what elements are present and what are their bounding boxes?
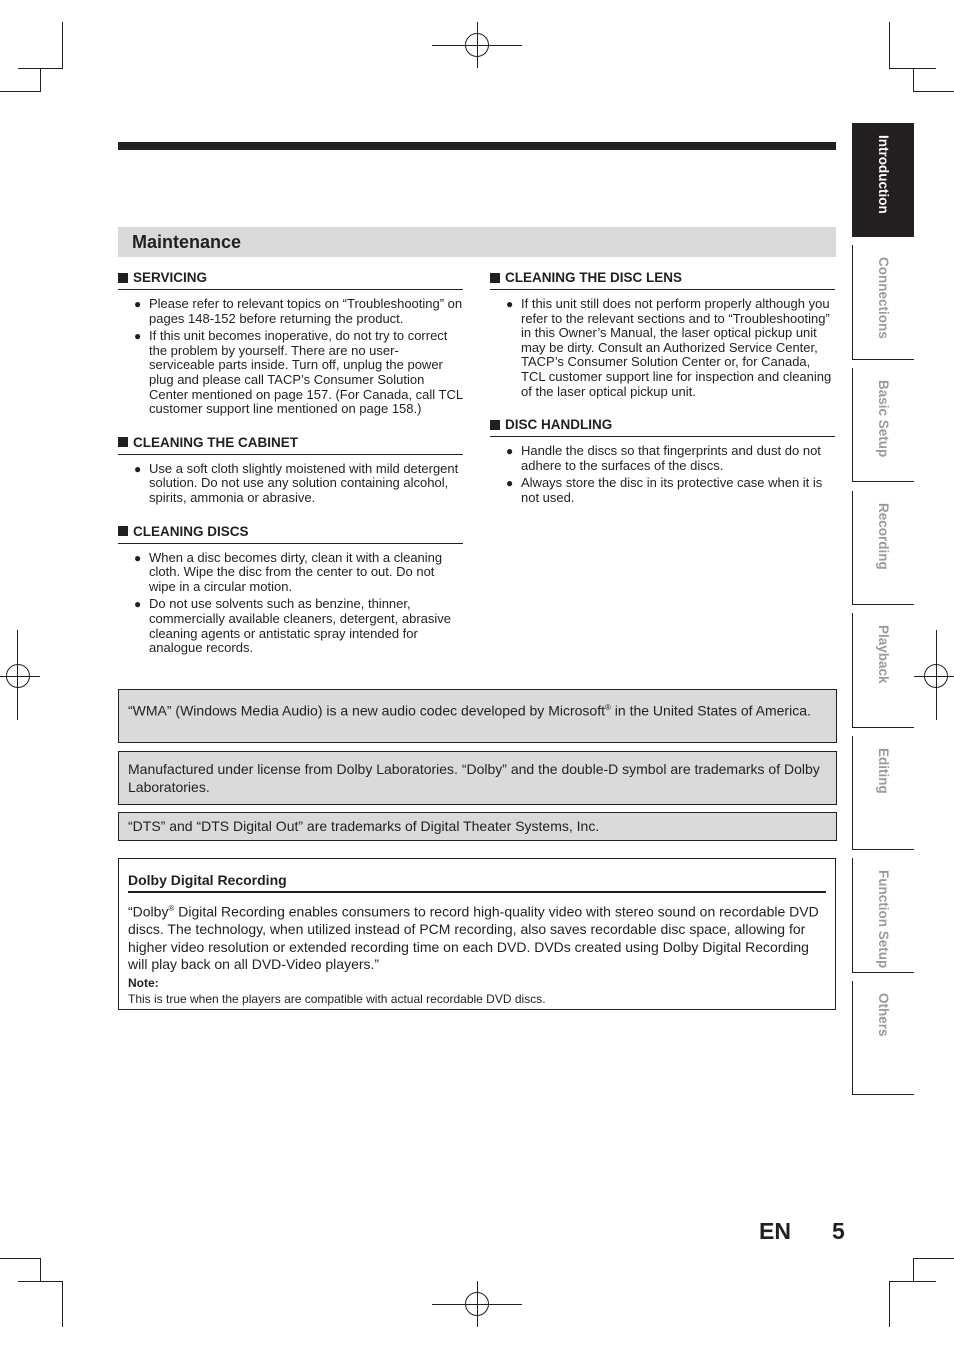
note-label: Note: bbox=[128, 975, 159, 990]
crop-mark bbox=[889, 22, 890, 68]
bullet-item: ● When a disc becomes dirty, clean it with a cleaning cloth. Wipe the disc from the center to out. Do not wipe in a circular motion. bbox=[118, 551, 463, 595]
subheading: CLEANING DISCS bbox=[118, 524, 463, 544]
tab-recording[interactable]: Recording bbox=[852, 491, 914, 605]
dolby-recording-box bbox=[118, 858, 836, 1010]
subheading: SERVICING bbox=[118, 270, 463, 290]
bullet-item: ● Do not use solvents such as benzine, thinner, commercially available cleaners, detergent, abrasive cleaning agents or antistatic spray intended for analogue records. bbox=[118, 597, 463, 655]
dolby-notice: Manufactured under license from Dolby Laboratories. “Dolby” and the double-D symbol are trademarks of Dolby Laboratories. bbox=[118, 751, 837, 805]
crop-mark bbox=[913, 1258, 914, 1282]
square-bullet-icon bbox=[490, 420, 500, 430]
page-number: 5 bbox=[832, 1218, 845, 1244]
language-code: EN bbox=[759, 1218, 791, 1244]
bullet-item: ● Please refer to relevant topics on “Troubleshooting” on pages 148-152 before returning the product. bbox=[118, 297, 463, 326]
crop-mark bbox=[0, 1258, 41, 1259]
servicing-block bbox=[118, 270, 463, 417]
crop-mark bbox=[913, 91, 954, 92]
registration-mark bbox=[6, 664, 30, 688]
cleaning-cabinet-block bbox=[118, 435, 463, 506]
tab-function-setup[interactable]: Function Setup bbox=[852, 858, 914, 973]
wma-notice: “WMA” (Windows Media Audio) is a new audio codec developed by Microsoft® in the United States of America. bbox=[118, 689, 837, 743]
square-bullet-icon bbox=[118, 273, 128, 283]
crop-mark bbox=[62, 1281, 63, 1327]
crop-mark bbox=[40, 68, 41, 92]
bullet-item: ● If this unit becomes inoperative, do not try to correct the problem by yourself. There are no user-serviceable parts inside. Turn off, unplug the power plug and please call TACP’s Consumer Solution Center mentioned on page 157. (For Canada, call TCL customer support line mentioned on page 158.) bbox=[118, 329, 463, 417]
crop-mark bbox=[913, 1258, 954, 1259]
tab-others[interactable]: Others bbox=[852, 981, 914, 1095]
left-column bbox=[118, 270, 463, 674]
tab-introduction[interactable]: Introduction bbox=[852, 123, 914, 237]
dolby-recording-body: “Dolby® Digital Recording enables consumers to record high-quality video with stereo sound on recordable DVD discs. The technology, when utilized instead of PCM recording, also saves recordable disc space, allowing for higher video resolution or extended recording time on each DVD. DVDs created using Dolby Digital Recording will play back on all DVD-Video players.” bbox=[128, 903, 819, 973]
bullet-item: ● Use a soft cloth slightly moistened with mild detergent solution. Do not use any solution containing alcohol, spirits, ammonia or abrasive. bbox=[118, 462, 463, 506]
bullet-item: ● Always store the disc in its protective case when it is not used. bbox=[490, 476, 835, 505]
disc-handling-block bbox=[490, 417, 835, 505]
tab-editing[interactable]: Editing bbox=[852, 736, 914, 850]
bullet-item: ● If this unit still does not perform properly although you refer to the relevant sections and to “Troubleshooting” in this Owner’s Manual, the laser optical pickup unit may be dirty. Consult an Authorized Service Center, TACP’s Consumer Solution Center or, for Canada, TCL customer support line for inspection and cleaning of the laser optical pickup unit. bbox=[490, 297, 835, 399]
subheading: DISC HANDLING bbox=[490, 417, 835, 437]
registration-mark bbox=[465, 1292, 489, 1316]
note-text: This is true when the players are compatible with actual recordable DVD discs. bbox=[128, 991, 546, 1006]
crop-mark bbox=[0, 91, 41, 92]
cleaning-discs-block bbox=[118, 524, 463, 656]
header-rule bbox=[118, 142, 836, 150]
cleaning-lens-block bbox=[490, 270, 835, 399]
right-column bbox=[490, 270, 835, 524]
dts-notice: “DTS” and “DTS Digital Out” are trademarks of Digital Theater Systems, Inc. bbox=[118, 812, 837, 841]
registration-mark bbox=[465, 33, 489, 57]
tab-basic-setup[interactable]: Basic Setup bbox=[852, 368, 914, 482]
bullet-item: ● Handle the discs so that fingerprints and dust do not adhere to the surfaces of the discs. bbox=[490, 444, 835, 473]
dolby-recording-title: Dolby Digital Recording bbox=[128, 872, 826, 893]
crop-mark bbox=[913, 68, 914, 92]
square-bullet-icon bbox=[118, 526, 128, 536]
crop-mark bbox=[889, 1281, 936, 1282]
crop-mark bbox=[889, 1281, 890, 1327]
crop-mark bbox=[62, 22, 63, 68]
subheading: CLEANING THE CABINET bbox=[118, 435, 463, 455]
subheading: CLEANING THE DISC LENS bbox=[490, 270, 835, 290]
registration-mark bbox=[924, 664, 948, 688]
section-title: Maintenance bbox=[118, 227, 836, 257]
square-bullet-icon bbox=[118, 437, 128, 447]
tab-connections[interactable]: Connections bbox=[852, 245, 914, 360]
tab-playback[interactable]: Playback bbox=[852, 613, 914, 728]
crop-mark bbox=[40, 1258, 41, 1282]
square-bullet-icon bbox=[490, 273, 500, 283]
crop-mark bbox=[18, 1281, 63, 1282]
